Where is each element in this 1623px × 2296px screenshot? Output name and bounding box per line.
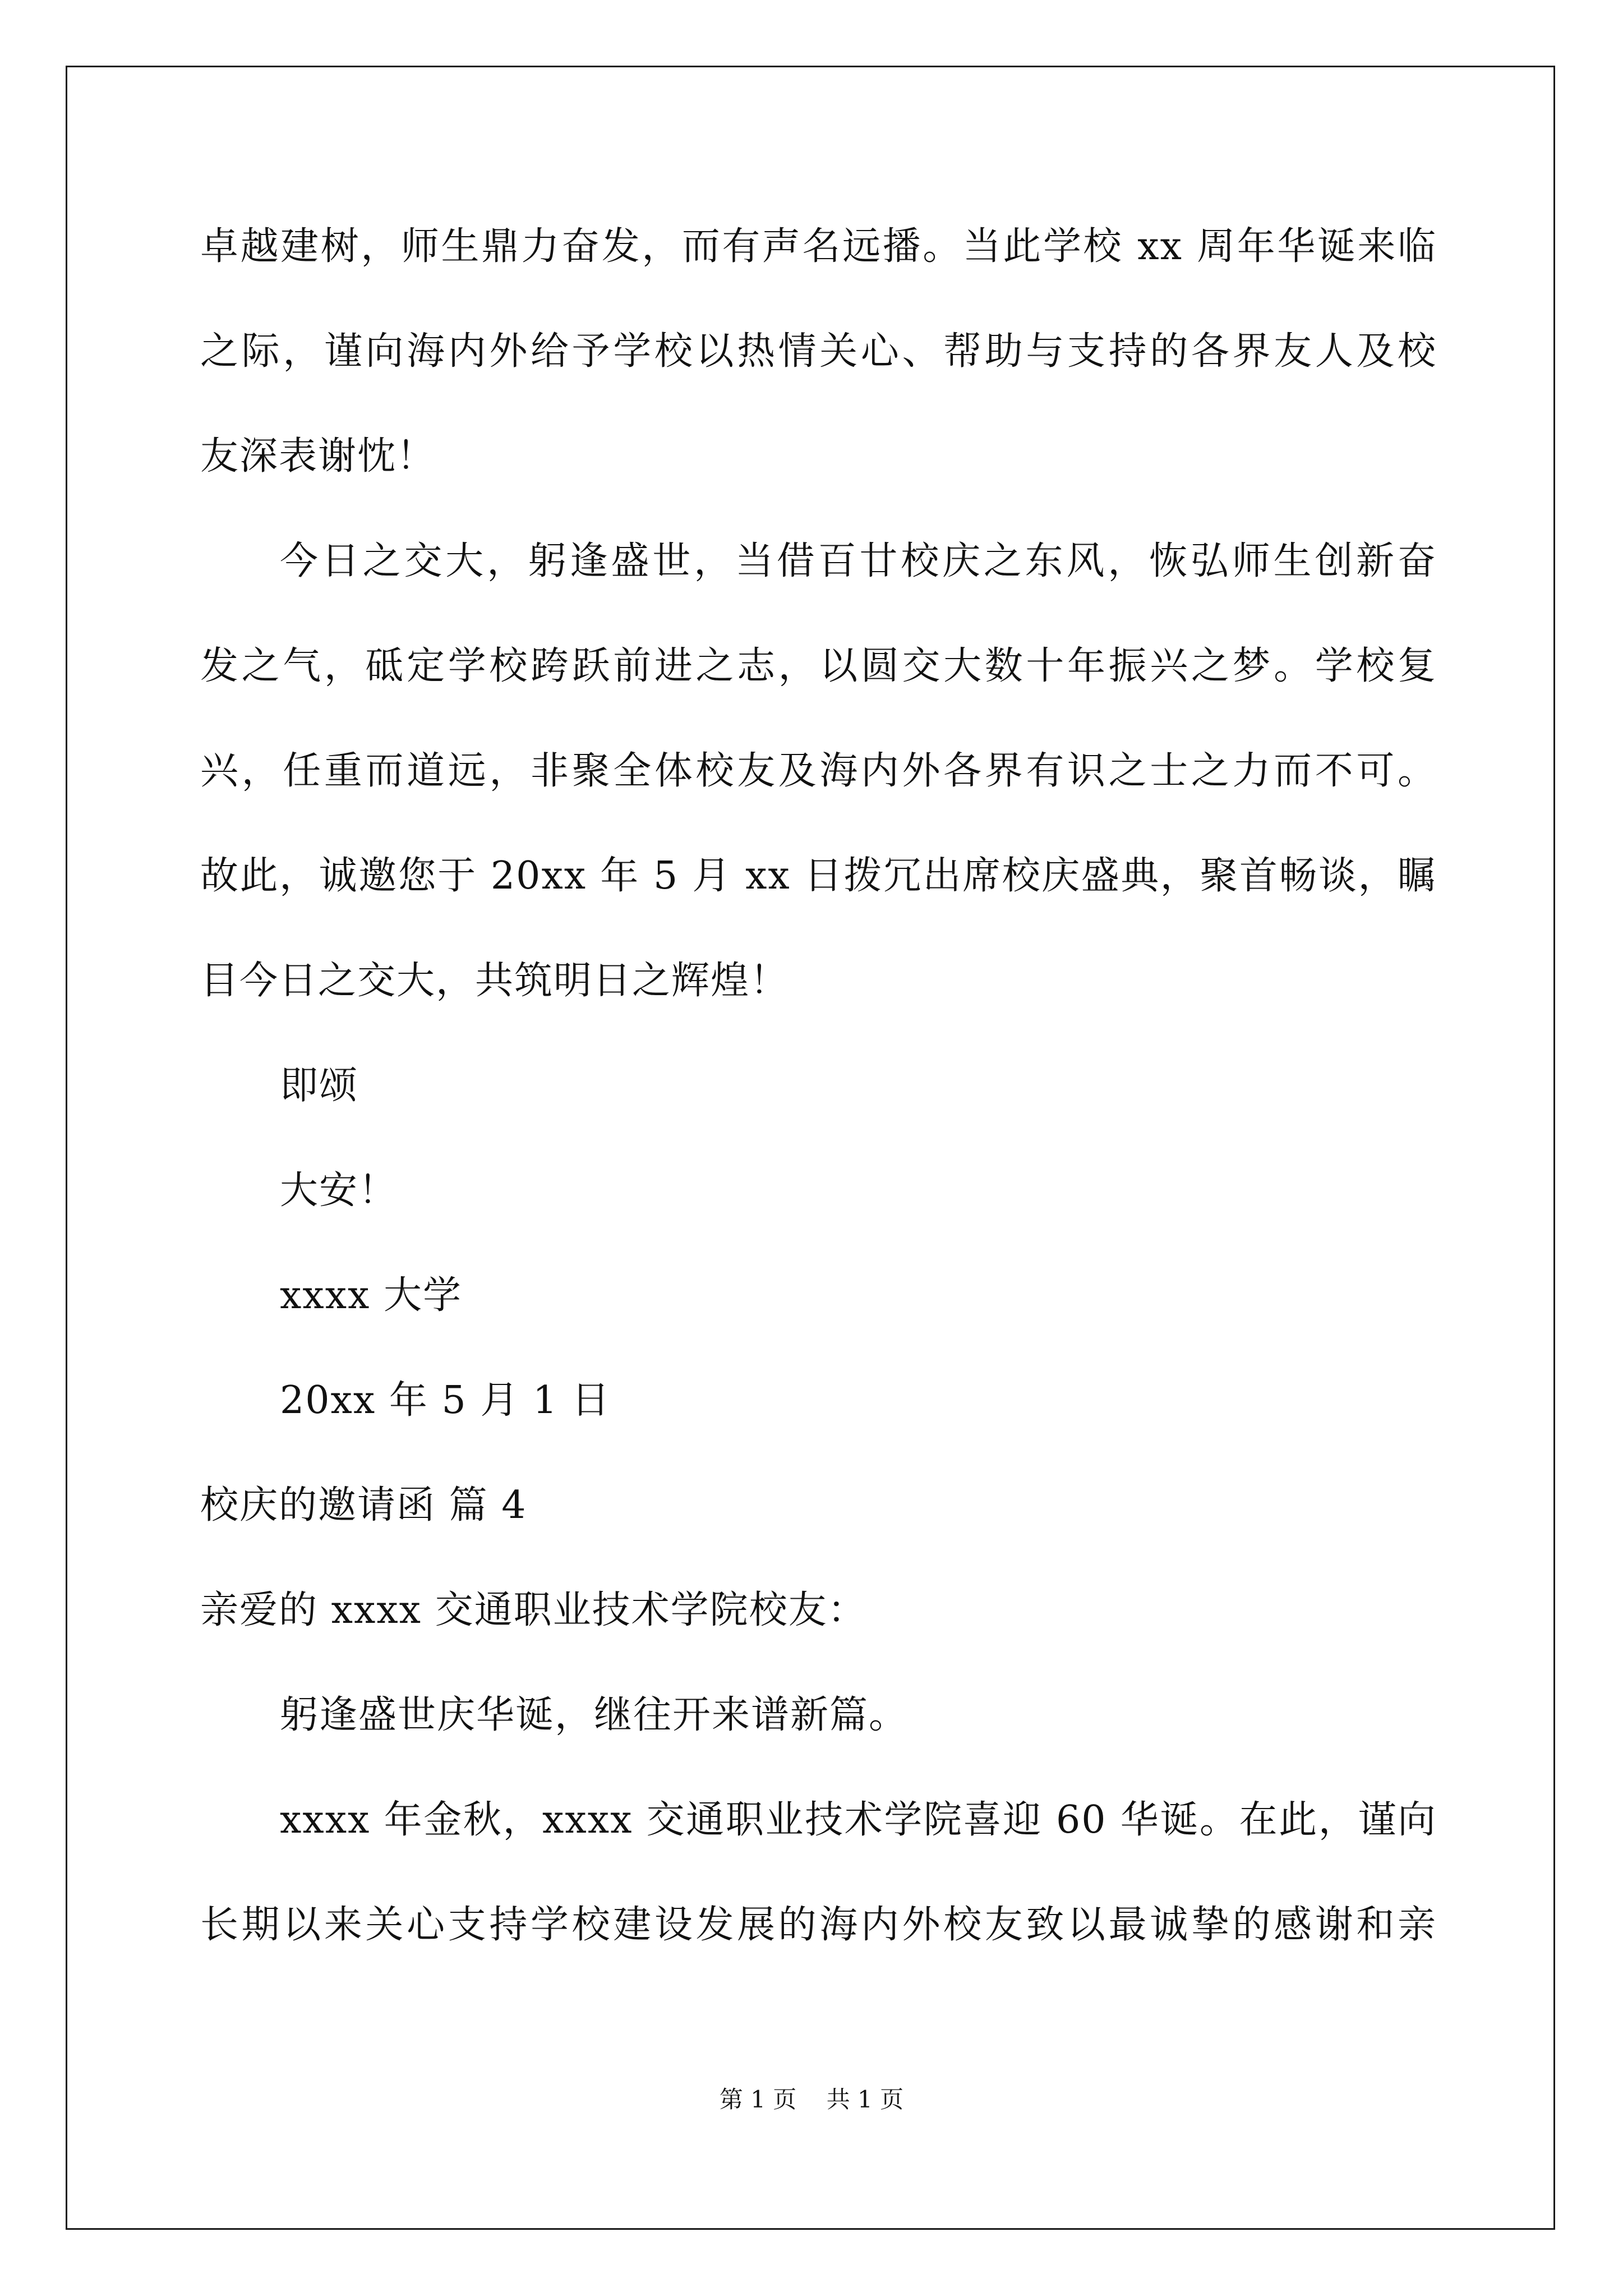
letter-greeting: 亲爱的 xxxx 交通职业技术学院校友： xyxy=(200,1588,867,1632)
body-line: 故此，诚邀您于 20xx 年 5 月 xx 日拨冗出席校庆盛典，聚首畅谈，瞩 xyxy=(200,854,1437,898)
body-line: 长期以来关心支持学校建设发展的海内外校友致以最诚挚的感谢和亲 xyxy=(200,1903,1437,1947)
body-line: 躬逢盛世庆华诞，继往开来谱新篇。 xyxy=(280,1693,909,1737)
body-line: 发之气，砥定学校跨跃前进之志，以圆交大数十年振兴之梦。学校复 xyxy=(200,644,1437,688)
body-line: 兴，任重而道远，非聚全体校友及海内外各界有识之士之力而不可。 xyxy=(200,749,1437,793)
body-line: 目今日之交大，共筑明日之辉煌！ xyxy=(200,959,790,1003)
closing-salutation: 即颂 xyxy=(280,1064,359,1108)
body-line: 卓越建树，师生鼎力奋发，而有声名远播。当此学校 xx 周年华诞来临 xyxy=(200,224,1437,269)
signature-org: xxxx 大学 xyxy=(280,1273,463,1318)
page-number-footer: 第 1 页 共 1 页 xyxy=(719,2086,904,2113)
closing-wish: 大安！ xyxy=(280,1168,398,1213)
signature-date: 20xx 年 5 月 1 日 xyxy=(280,1378,611,1423)
section-heading: 校庆的邀请函 篇 4 xyxy=(200,1483,527,1527)
body-line: xxxx 年金秋，xxxx 交通职业技术学院喜迎 60 华诞。在此，谨向 xyxy=(280,1798,1437,1842)
body-line: 今日之交大，躬逢盛世，当借百廿校庆之东风，恢弘师生创新奋 xyxy=(280,539,1437,583)
body-line: 友深表谢忱！ xyxy=(200,434,436,478)
body-line: 之际，谨向海内外给予学校以热情关心、帮助与支持的各界友人及校 xyxy=(200,329,1437,374)
